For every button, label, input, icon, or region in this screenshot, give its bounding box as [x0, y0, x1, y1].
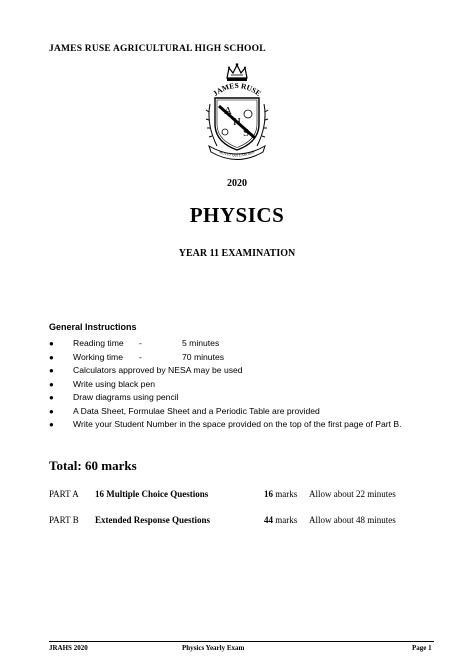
instruction-text: A Data Sheet, Formulae Sheet and a Periodic Table are provided	[73, 405, 320, 416]
instruction-text: Write your Student Number in the space provided on the top of the first page of Part B.	[73, 419, 402, 429]
part-label: PART B	[49, 515, 79, 525]
bullet-icon: ●	[49, 393, 54, 402]
crest-top-text: JAMES RUSE	[211, 80, 263, 98]
general-instructions-heading: General Instructions	[49, 322, 137, 332]
bullet-icon: ●	[49, 352, 54, 362]
svg-text:JAMES RUSE	[211, 81, 263, 98]
crown-icon	[227, 63, 247, 81]
exam-year: 2020	[227, 178, 247, 189]
instruction-item	[49, 391, 449, 405]
instructions-list	[49, 337, 449, 432]
total-marks: Total: 60 marks	[49, 458, 137, 473]
crest-letter-a: A	[224, 105, 232, 117]
footer-center: Physics Yearly Exam	[182, 644, 245, 652]
crest-letter-s: S	[243, 127, 250, 139]
part-time: Allow about 48 minutes	[309, 515, 396, 525]
instruction-item	[49, 405, 449, 419]
part-marks-number: 44	[264, 515, 273, 525]
instruction-item	[49, 364, 449, 378]
reading-time-value: 5 minutes	[182, 338, 220, 348]
instruction-item	[49, 378, 449, 392]
instruction-item-working-time	[49, 351, 449, 365]
bullet-icon: ●	[49, 339, 54, 348]
part-marks-word: marks	[273, 515, 298, 525]
exam-name: YEAR 11 EXAMINATION	[178, 248, 296, 259]
working-time-value: 70 minutes	[182, 351, 225, 362]
instruction-text: Draw diagrams using pencil	[73, 392, 179, 402]
part-marks	[264, 489, 297, 499]
working-time-label: Working time	[73, 351, 123, 362]
instruction-text: Write using black pen	[73, 378, 156, 389]
crest-letter-h: H	[233, 116, 241, 128]
part-time: Allow about 22 minutes	[309, 489, 396, 499]
instruction-item-reading-time	[49, 337, 449, 351]
crest-motto: MOVET QUI LABORAT	[218, 149, 256, 158]
reading-time-dash: -	[139, 338, 142, 348]
school-name: JAMES RUSE AGRICULTURAL HIGH SCHOOL	[49, 44, 266, 54]
footer-left: JRAHS 2020	[49, 644, 88, 652]
part-marks-number: 16	[264, 489, 273, 499]
bullet-icon: ●	[49, 406, 54, 416]
bullet-icon: ●	[49, 420, 54, 429]
subject-title: PHYSICS	[189, 203, 285, 227]
part-title: Extended Response Questions	[95, 515, 211, 525]
instruction-item	[49, 418, 449, 432]
page-number: Page 1	[412, 644, 432, 652]
footer-divider	[49, 641, 434, 642]
instruction-text: Calculators approved by NESA may be used	[73, 365, 243, 375]
bullet-icon: ●	[49, 366, 54, 375]
part-marks	[264, 515, 297, 525]
part-marks-word: marks	[273, 489, 298, 499]
svg-text:MOVET QUI LABORAT	[218, 150, 256, 158]
part-label: PART A	[49, 489, 79, 499]
school-crest-logo	[203, 62, 271, 162]
reading-time-label: Reading time	[73, 338, 124, 348]
bullet-icon: ●	[49, 379, 54, 389]
working-time-dash: -	[139, 351, 142, 362]
part-title: 16 Multiple Choice Questions	[95, 489, 209, 499]
